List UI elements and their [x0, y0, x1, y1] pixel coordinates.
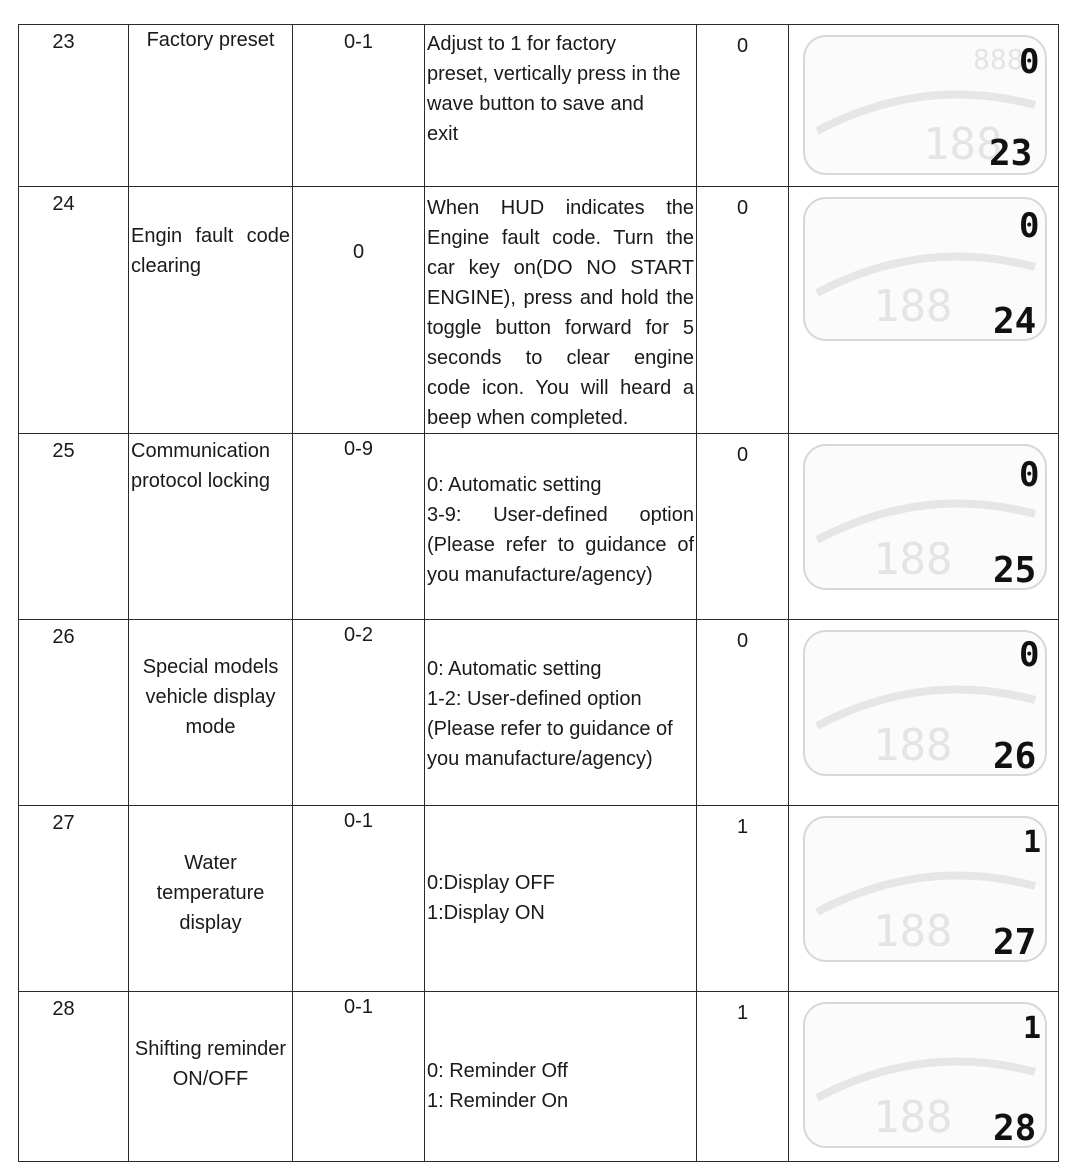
setting-default: 1: [697, 992, 789, 1162]
setting-name: Special models vehicle display mode: [129, 620, 293, 806]
setting-name: Shifting reminder ON/OFF: [129, 992, 293, 1162]
hud-display-image: [803, 444, 1047, 590]
svg-text:188: 188: [873, 906, 953, 957]
hud-display-image: [803, 197, 1047, 341]
setting-default: 1: [697, 806, 789, 992]
setting-name: Factory preset: [129, 25, 293, 187]
setting-default: 0: [697, 434, 789, 620]
setting-range: 0: [293, 187, 425, 434]
setting-description: Adjust to 1 for factory preset, vertically press in the wave button to save and exit: [425, 25, 697, 187]
hud-value-label: 0: [1019, 206, 1040, 246]
hud-value-label: 1: [1023, 825, 1042, 860]
setting-description: 0: Automatic setting 1-2: User-defined option (Please refer to guidance of you manufacture/agency): [425, 620, 697, 806]
svg-text:188: 188: [873, 534, 953, 585]
setting-range: 0-1: [293, 806, 425, 992]
hud-code-label: 28: [993, 1108, 1037, 1148]
hud-preview: [789, 620, 1059, 806]
hud-display-image: [803, 35, 1047, 175]
setting-range: 0-9: [293, 434, 425, 620]
hud-code-label: 25: [993, 550, 1037, 590]
settings-table: [18, 24, 1059, 1162]
table-row: [19, 187, 1059, 434]
hud-value-label: 0: [1019, 42, 1040, 82]
hud-value-label: 0: [1019, 455, 1040, 495]
hud-value-label: 1: [1023, 1011, 1042, 1046]
setting-range: 0-2: [293, 620, 425, 806]
svg-text:188: 188: [873, 720, 953, 771]
hud-display-image: [803, 630, 1047, 776]
setting-number: 25: [19, 434, 129, 620]
hud-code-label: 26: [993, 736, 1037, 776]
hud-code-label: 23: [989, 133, 1033, 174]
setting-number: 28: [19, 992, 129, 1162]
svg-text:888: 888: [973, 43, 1024, 76]
setting-number: 26: [19, 620, 129, 806]
setting-name: Engin fault code clearing: [129, 187, 293, 434]
hud-code-label: 27: [993, 922, 1037, 962]
table-row: [19, 992, 1059, 1162]
hud-preview: [789, 434, 1059, 620]
setting-description: 0: Reminder Off 1: Reminder On: [425, 992, 697, 1162]
svg-text:188: 188: [873, 1092, 953, 1143]
setting-description: When HUD indicates the Engine fault code. Turn the car key on(DO NO START ENGINE), press and hold the toggle button forward for 5 seconds to clear engine code icon. You will heard a beep when completed.: [425, 187, 697, 434]
setting-description: 0: Automatic setting 3-9: User-defined option (Please refer to guidance of you manufacture/agency): [425, 434, 697, 620]
setting-number: 24: [19, 187, 129, 434]
setting-number: 23: [19, 25, 129, 187]
table-row: [19, 620, 1059, 806]
table-row: [19, 434, 1059, 620]
setting-description: 0:Display OFF 1:Display ON: [425, 806, 697, 992]
setting-range: 0-1: [293, 992, 425, 1162]
table-row: [19, 25, 1059, 187]
hud-code-label: 24: [993, 301, 1037, 341]
setting-default: 0: [697, 25, 789, 187]
hud-value-label: 0: [1019, 635, 1040, 675]
hud-preview: [789, 187, 1059, 434]
setting-range: 0-1: [293, 25, 425, 187]
setting-default: 0: [697, 187, 789, 434]
hud-preview: [789, 25, 1059, 187]
hud-preview: [789, 992, 1059, 1162]
hud-preview: [789, 806, 1059, 992]
table-row: [19, 806, 1059, 992]
svg-text:188: 188: [873, 281, 953, 332]
hud-display-image: [803, 1002, 1047, 1148]
hud-display-image: [803, 816, 1047, 962]
setting-default: 0: [697, 620, 789, 806]
setting-name: Water temperature display: [129, 806, 293, 992]
setting-name: Communication protocol locking: [129, 434, 293, 620]
setting-number: 27: [19, 806, 129, 992]
svg-text:188: 188: [923, 119, 1003, 170]
